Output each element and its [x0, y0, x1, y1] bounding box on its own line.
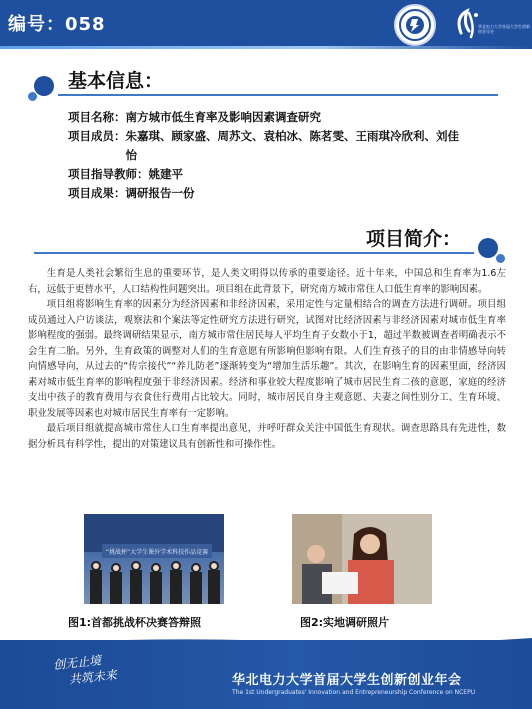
info-row-advisor	[68, 165, 508, 184]
intro-paragraph-2: 项目组将影响生育率的因素分为经济因素和非经济因素，采用定性与定量相结合的调查方法进行调研。项目组成员通过入户访谈法，观察法和个案法等定性研究方法进行研究，试图对比经济因素与非经济因素对城市低生育率影响程度的强弱。最终调研结果显示，南方城市常住居民每人平均生育子女数小于1，超过半数被调查者明确表示不会生育二胎。另外，生育政策的调整对人们的生育意愿有所影响但影响有限。人们生育孩子的目的由非情感导向转向情感导向，从过去的“传宗接代”“养儿防老”逐渐转变为“增加生活乐趣”。其次，在影响生育的因素里面，经济因素对城市低生育率的影响程度强于非经济因素。经济和事业较大程度影响了城市居民生育二孩的意愿，家庭的经济支出中孩子的教育费用与衣食住行费用占比较大。同时，城市居民自身主观意愿、夫妻之间性别分工、生育环境、职业发展等因素也对城市居民生育率有一定影响。	[28, 299, 506, 419]
intro-paragraph-3: 最后项目组就提高城市常住人口生育率提出意见，并呼吁群众关注中国低生育现状。调查思路具有先进性，数据分析具有科学性，提出的对策建议具有创新性和可操作性。	[28, 423, 506, 450]
info-label: 项目名称：	[68, 110, 126, 124]
conference-logo-caption: 华北电力大学首届大学生创新创业年会	[478, 24, 530, 34]
info-label: 项目成员：	[68, 129, 126, 143]
photo-caption-2: 图2:实地调研照片	[300, 616, 390, 629]
info-label: 项目指导教师：	[68, 167, 149, 181]
conference-subtitle: The 1st Undergraduates' Innovation and Entrepreneurship Conference on NCEPU	[232, 689, 476, 696]
decor-circle-small	[28, 92, 37, 101]
decor-circle-right-small	[496, 254, 505, 263]
decor-circle-right-large	[478, 238, 498, 258]
info-row-outcome	[68, 184, 508, 203]
photo-competition	[84, 514, 224, 604]
conference-title: 华北电力大学首届大学生创新创业年会	[232, 673, 462, 688]
slogan-line-2: 共筑未来	[68, 667, 118, 687]
info-label: 项目成果：	[68, 186, 126, 200]
photo-banner-text: “挑战杯”大学生课外学术科技作品竞赛	[105, 549, 209, 556]
basic-info-list	[68, 108, 508, 203]
decor-circle-large	[34, 76, 54, 96]
info-value: 姚建平	[148, 167, 183, 181]
intro-paragraph-1: 生育是人类社会繁衍生息的重要环节，是人类文明得以传承的重要途径。近十年来，中国总和生育率为1.6左右，远低于更替水平，人口结构性问题突出。项目组在此背景下，研究南方城市常住人口低生育率的影响因素。	[28, 268, 506, 295]
basic-info-title: 基本信息：	[68, 70, 164, 92]
info-value: 调研报告一份	[125, 186, 195, 200]
info-row-project-name	[68, 108, 508, 127]
intro-body	[28, 266, 506, 452]
slogan-line-1: 创无止境	[52, 653, 102, 673]
photo-caption-1: 图1:首都挑战杯决赛答辩照	[68, 616, 202, 629]
info-row-members	[68, 127, 508, 165]
university-logo	[394, 4, 436, 46]
project-number: 编号：058	[8, 14, 106, 35]
info-value: 南方城市低生育率及影响因素调查研究	[125, 110, 321, 124]
conference-logo	[451, 3, 527, 43]
intro-underline	[34, 252, 474, 254]
photo-field-research	[292, 514, 432, 604]
basic-info-underline	[58, 94, 498, 96]
intro-title: 项目简介：	[366, 228, 462, 250]
footer-slogan	[52, 651, 117, 689]
info-value: 朱嘉琪、顾家盛、周苏文、袁柏冰、陈茗雯、王雨琪冷欣利、刘佳怡	[125, 129, 459, 162]
